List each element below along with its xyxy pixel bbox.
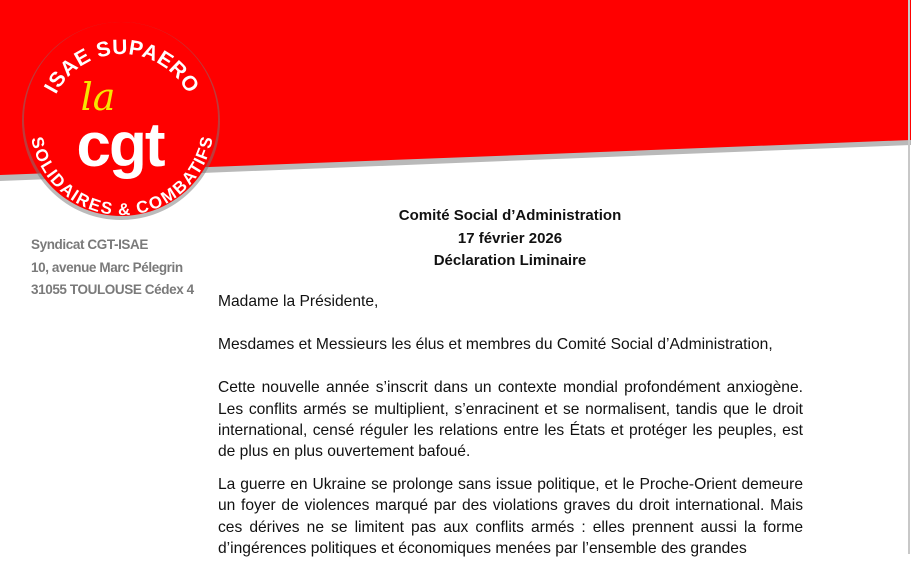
- title-line: Comité Social d’Administration: [398, 207, 622, 224]
- logo-script-text: la: [80, 75, 116, 119]
- paragraph: Cette nouvelle année s’inscrit dans un contexte mondial profondément anxiogène. Les conflits armés se multiplient, s’enracinent et se normalisent, tandis que le droit international, censé réguler les relations entre les États et protéger les peuples, est de plus en plus ouvertement bafoué.: [218, 379, 803, 461]
- address-line: 31055 TOULOUSE Cédex 4: [31, 282, 194, 297]
- address-line: 10, avenue Marc Pélegrin: [31, 259, 183, 275]
- page-edge: [908, 0, 910, 554]
- salutation: Mesdames et Messieurs les élus et membres du Comité Social d’Administration,: [218, 336, 773, 354]
- cgt-logo: [18, 18, 224, 224]
- document-body: [218, 291, 803, 571]
- title-date: 17 février 2026: [457, 229, 563, 247]
- logo-bottom-text: SOLIDAIRES & COMBATIFS: [27, 134, 217, 220]
- paragraph: La guerre en Ukraine se prolonge sans issue politique, et le Proche-Orient demeure un foyer de violences marqué par des violations graves du droit international. Mais ces dérives ne se limitent pas aux conflits armés : elles prennent aussi la forme d’ingérences politiques et économiques menées par l’ensemble des grandes: [218, 476, 803, 557]
- logo-top-text: ISAE SUPAERO: [40, 35, 204, 98]
- document-title: [330, 205, 690, 273]
- sender-address: [31, 234, 211, 302]
- title-line: Déclaration Liminaire: [433, 252, 587, 269]
- address-line: Syndicat CGT-ISAE: [31, 237, 148, 252]
- salutation: Madame la Présidente,: [218, 293, 379, 310]
- logo-main-text: cgt: [76, 111, 164, 180]
